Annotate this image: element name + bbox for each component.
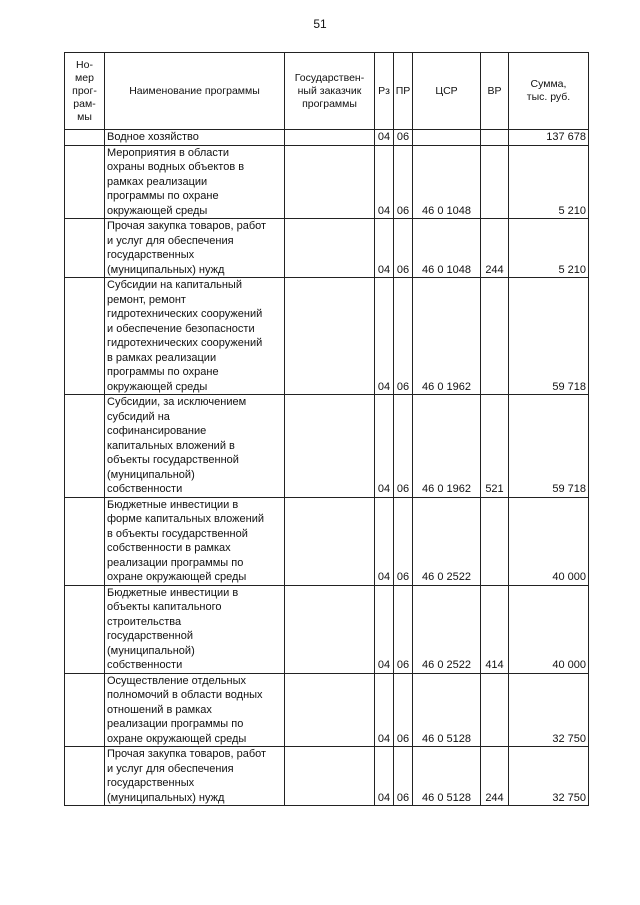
table-header-row: [65, 53, 589, 130]
sum-cell: 5 210: [509, 219, 589, 278]
table-row: [65, 585, 589, 673]
customer-cell: [285, 130, 375, 146]
vr-cell: [481, 278, 509, 395]
pr-cell: 06: [394, 145, 413, 219]
program-name-cell: Прочая закупка товаров, работ и услуг для обеспечения государственных (муниципальных) нужд: [105, 747, 285, 806]
customer-cell: [285, 219, 375, 278]
sum-cell: 59 718: [509, 278, 589, 395]
program-number-cell: [65, 219, 105, 278]
vr-cell: 414: [481, 585, 509, 673]
customer-cell: [285, 747, 375, 806]
csr-cell: 46 0 1048: [413, 145, 481, 219]
customer-cell: [285, 585, 375, 673]
table-row: [65, 145, 589, 219]
program-name-cell: Осуществление отдельных полномочий в области водных отношений в рамках реализации программы по охране окружающей среды: [105, 673, 285, 747]
page-number: 51: [313, 17, 327, 31]
vr-cell: 244: [481, 747, 509, 806]
rz-cell: 04: [375, 130, 394, 146]
sum-cell: 137 678: [509, 130, 589, 146]
header-program-name: Наименование программы: [105, 53, 285, 130]
table-row: [65, 747, 589, 806]
rz-cell: 04: [375, 497, 394, 585]
customer-cell: [285, 673, 375, 747]
program-name-cell: Мероприятия в области охраны водных объектов в рамках реализации программы по охране окружающей среды: [105, 145, 285, 219]
rz-cell: 04: [375, 585, 394, 673]
rz-cell: 04: [375, 395, 394, 498]
rz-cell: 04: [375, 219, 394, 278]
program-name-cell: Субсидии на капитальный ремонт, ремонт гидротехнических сооружений и обеспечение безопасности гидротехнических сооружений в рамках реализации программы по охране окружающей среды: [105, 278, 285, 395]
table-row: [65, 497, 589, 585]
csr-cell: 46 0 1048: [413, 219, 481, 278]
program-number-cell: [65, 145, 105, 219]
rz-cell: 04: [375, 145, 394, 219]
program-number-cell: [65, 278, 105, 395]
rz-cell: 04: [375, 747, 394, 806]
customer-cell: [285, 395, 375, 498]
csr-cell: [413, 130, 481, 146]
customer-cell: [285, 497, 375, 585]
program-number-cell: [65, 747, 105, 806]
csr-cell: 46 0 5128: [413, 673, 481, 747]
header-csr: ЦСР: [413, 53, 481, 130]
vr-cell: [481, 673, 509, 747]
table-row: [65, 130, 589, 146]
pr-cell: 06: [394, 673, 413, 747]
pr-cell: 06: [394, 278, 413, 395]
customer-cell: [285, 145, 375, 219]
pr-cell: 06: [394, 585, 413, 673]
sum-cell: 5 210: [509, 145, 589, 219]
program-number-cell: [65, 395, 105, 498]
sum-cell: 32 750: [509, 673, 589, 747]
table-row: [65, 219, 589, 278]
budget-table: [64, 52, 589, 806]
vr-cell: 244: [481, 219, 509, 278]
pr-cell: 06: [394, 395, 413, 498]
rz-cell: 04: [375, 673, 394, 747]
header-rz: Рз: [375, 53, 394, 130]
sum-cell: 40 000: [509, 497, 589, 585]
table-row: [65, 395, 589, 498]
header-sum: Сумма, тыс. руб.: [509, 53, 589, 130]
pr-cell: 06: [394, 219, 413, 278]
csr-cell: 46 0 5128: [413, 747, 481, 806]
vr-cell: [481, 130, 509, 146]
csr-cell: 46 0 1962: [413, 395, 481, 498]
customer-cell: [285, 278, 375, 395]
sum-cell: 40 000: [509, 585, 589, 673]
program-name-cell: Субсидии, за исключением субсидий на софинансирование капитальных вложений в объекты государственной (муниципальной) собственности: [105, 395, 285, 498]
sum-cell: 59 718: [509, 395, 589, 498]
table-row: [65, 673, 589, 747]
table-row: [65, 278, 589, 395]
pr-cell: 06: [394, 747, 413, 806]
csr-cell: 46 0 2522: [413, 497, 481, 585]
program-number-cell: [65, 497, 105, 585]
header-program-number: Но- мер прог- рам- мы: [65, 53, 105, 130]
header-vr: ВР: [481, 53, 509, 130]
csr-cell: 46 0 1962: [413, 278, 481, 395]
vr-cell: 521: [481, 395, 509, 498]
pr-cell: 06: [394, 497, 413, 585]
program-name-cell: Бюджетные инвестиции в форме капитальных вложений в объекты государственной собственности в рамках реализации программы по охране окружающей среды: [105, 497, 285, 585]
program-number-cell: [65, 130, 105, 146]
header-pr: ПР: [394, 53, 413, 130]
csr-cell: 46 0 2522: [413, 585, 481, 673]
program-name-cell: Прочая закупка товаров, работ и услуг для обеспечения государственных (муниципальных) нужд: [105, 219, 285, 278]
vr-cell: [481, 497, 509, 585]
header-state-customer: Государствен- ный заказчик программы: [285, 53, 375, 130]
vr-cell: [481, 145, 509, 219]
program-name-cell: Бюджетные инвестиции в объекты капитального строительства государственной (муниципальной) собственности: [105, 585, 285, 673]
sum-cell: 32 750: [509, 747, 589, 806]
program-number-cell: [65, 585, 105, 673]
program-number-cell: [65, 673, 105, 747]
program-name-cell: Водное хозяйство: [105, 130, 285, 146]
rz-cell: 04: [375, 278, 394, 395]
pr-cell: 06: [394, 130, 413, 146]
